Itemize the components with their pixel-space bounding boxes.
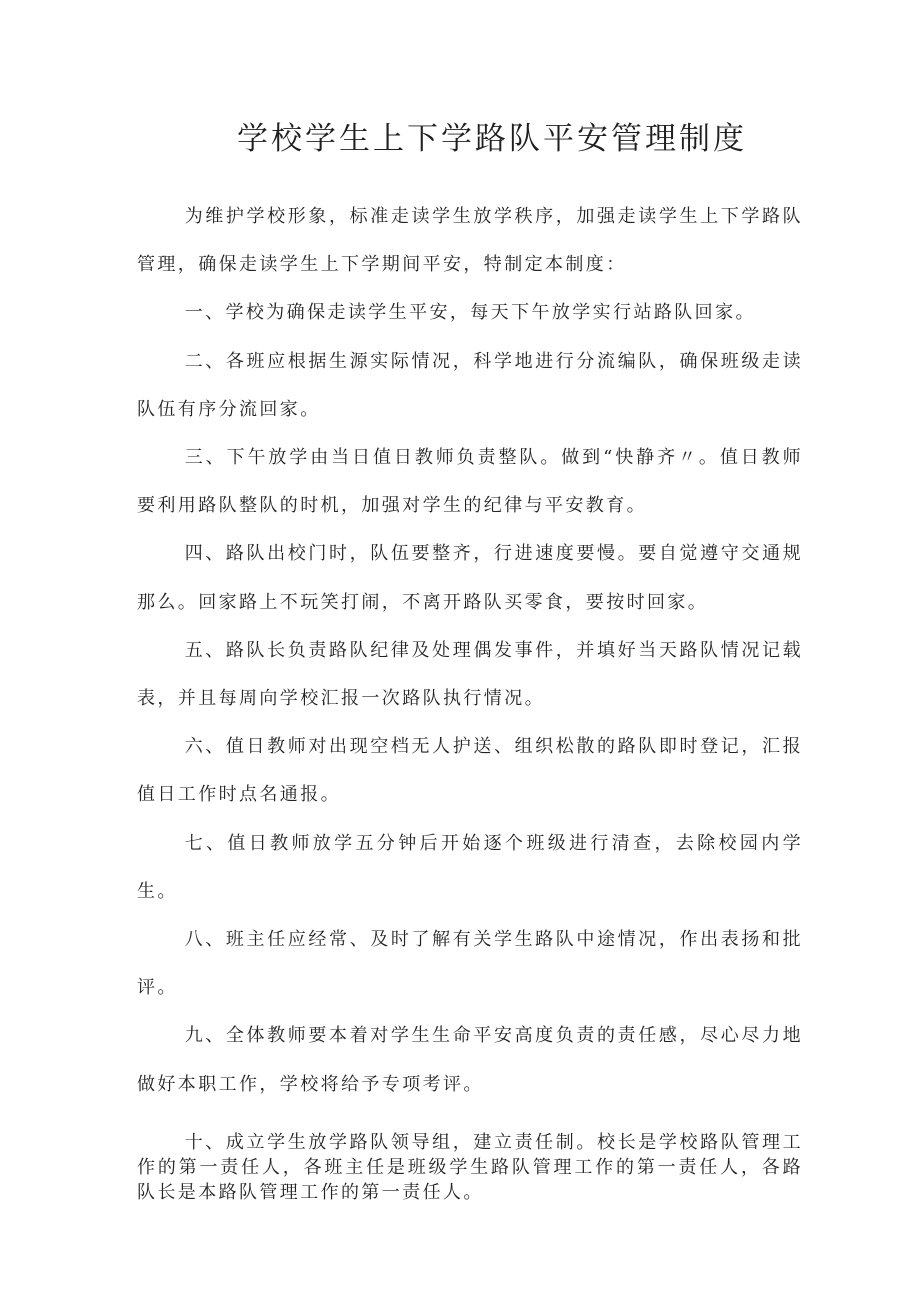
- rule-10-paragraph: 十、成立学生放学路队领导组，建立责任制。校长是学校路队管理工作的第一责任人，各班主任是班级学生路队管理工作的第一责任人，各路队长是本路队管理工作的第一责任人。: [137, 1131, 803, 1203]
- rule-2-paragraph: 二、各班应根据生源实际情况，科学地进行分流编队，确保班级走读队伍有序分流回家。: [137, 350, 803, 420]
- rule-8-paragraph: 八、班主任应经常、及时了解有关学生路队中途情况，作出表扬和批评。: [137, 929, 803, 999]
- rule-5-paragraph: 五、路队长负责路队纪律及处理偶发事件，并填好当天路队情况记载表，并且每周向学校汇报一次路队执行情况。: [137, 639, 803, 710]
- rule-3-paragraph: 三、下午放学由当日值日教师负责整队。做到“快静齐〃。值日教师要利用路队整队的时机，加强对学生的纪律与平安教育。: [137, 447, 803, 517]
- document-title: 学校学生上下学路队平安管理制度: [237, 121, 747, 157]
- rule-7-paragraph: 七、值日教师放学五分钟后开始逐个班级进行清查，去除校园内学生。: [137, 832, 803, 902]
- document-body: [137, 193, 803, 1205]
- intro-paragraph: 为维护学校形象，标准走读学生放学秩序，加强走读学生上下学路队管理，确保走读学生上下学期间平安，特制定本制度：: [137, 206, 803, 276]
- rule-6-paragraph: 六、值日教师对出现空档无人护送、组织松散的路队即时登记，汇报值日工作时点名通报。: [137, 736, 803, 806]
- rule-4-paragraph: 四、路队出校门时，队伍要整齐，行进速度要慢。要自觉遵守交通规那么。回家路上不玩笑打闹，不离开路队买零食，要按时回家。: [137, 543, 803, 613]
- rule-1-paragraph: 一、学校为确保走读学生平安，每天下午放学实行站路队回家。: [184, 302, 756, 324]
- rule-9-paragraph: 九、全体教师要本着对学生生命平安高度负责的责任感，尽心尽力地做好本职工作，学校将给予专项考评。: [137, 1025, 803, 1095]
